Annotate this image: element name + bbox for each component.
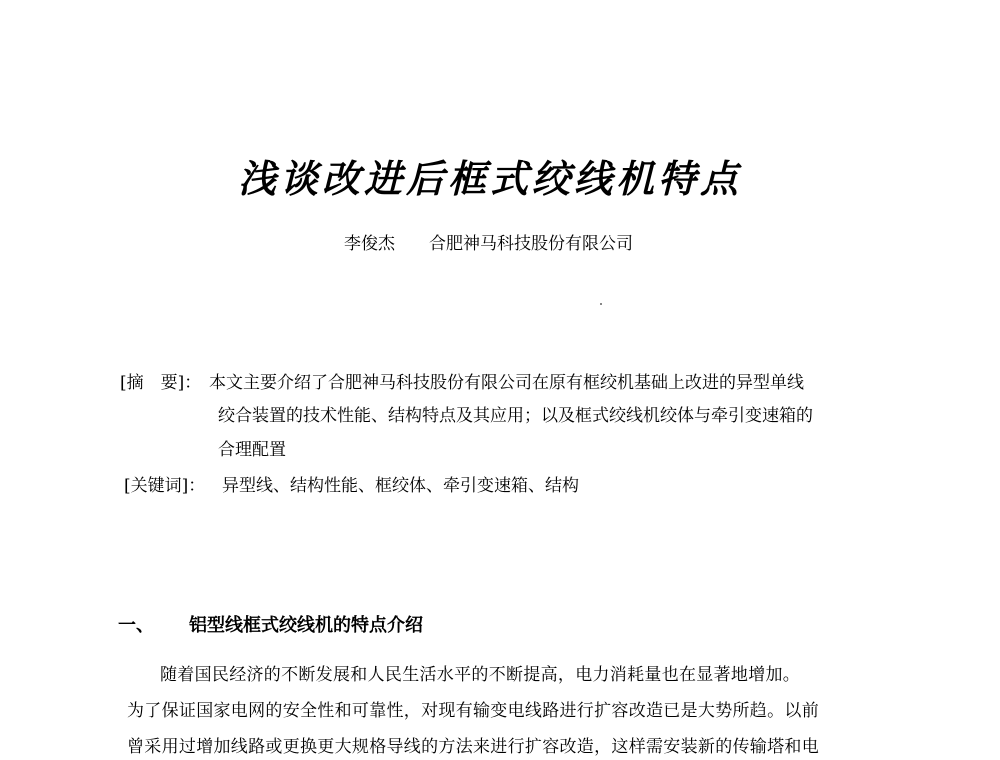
affiliation: 合肥神马科技股份有限公司 xyxy=(429,234,633,254)
keywords-label: [关键词]： xyxy=(124,476,206,496)
section-title: 铝型线框式绞线机的特点介绍 xyxy=(189,615,423,636)
body-paragraph-line: 为了保证国家电网的安全性和可靠性，对现有输变电线路进行扩容改造已是大势所趋。以前 xyxy=(127,701,819,721)
abstract-line: 绞合装置的技术性能、结构特点及其应用；以及框式绞线机绞体与牵引变速箱的 xyxy=(218,406,813,426)
abstract-line: 合理配置 xyxy=(218,440,286,460)
abstract-line: 本文主要介绍了合肥神马科技股份有限公司在原有框绞机基础上改进的异型单线 xyxy=(209,373,804,393)
body-paragraph-line: 随着国民经济的不断发展和人民生活水平的不断提高，电力消耗量也在显著地增加。 xyxy=(160,665,801,685)
author-name: 李俊杰 xyxy=(344,234,395,254)
keywords-text: 异型线、结构性能、框绞体、牵引变速箱、结构 xyxy=(222,476,579,496)
abstract-label: [摘 要]： xyxy=(120,373,202,393)
paper-title: 浅谈改进后框式绞线机特点 xyxy=(237,156,742,201)
byline xyxy=(344,229,633,254)
body-paragraph-line: 曾采用过增加线路或更换更大规格导线的方法来进行扩容改造，这样需安装新的传输塔和电 xyxy=(127,737,819,757)
speck xyxy=(600,303,602,305)
section-number: 一、 xyxy=(118,615,154,636)
